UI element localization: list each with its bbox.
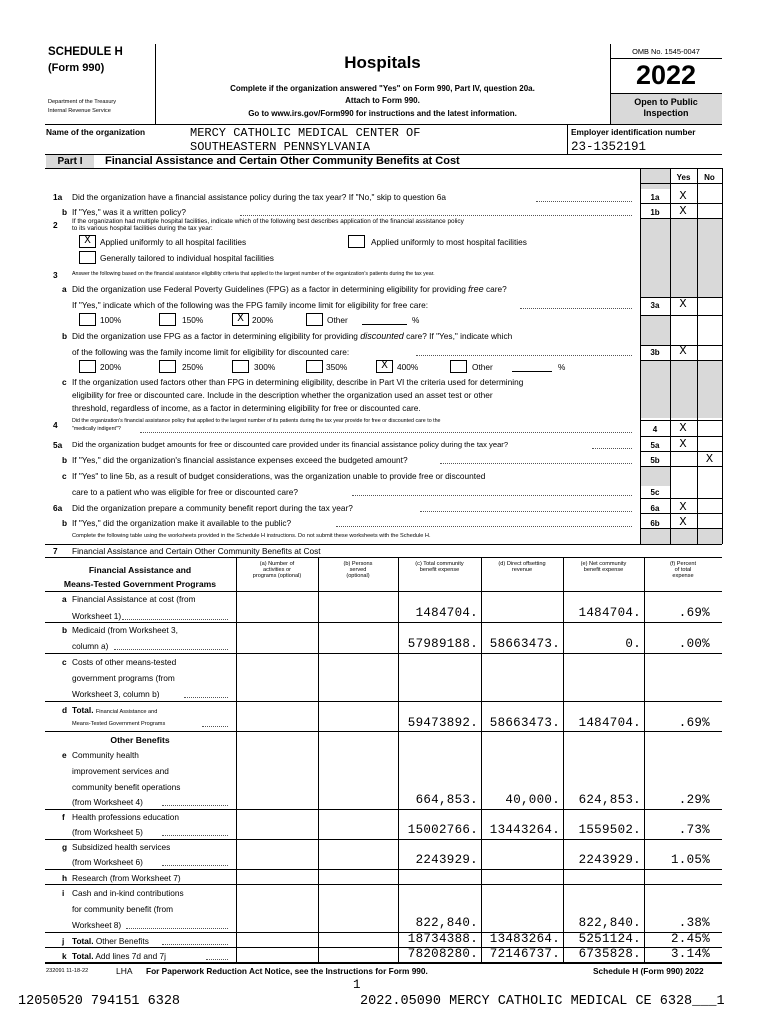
row-e-col-e: 624,853. [578, 793, 641, 807]
row-b-letter: b [62, 625, 68, 635]
row-d-col-f: .69% [678, 716, 710, 730]
q6b-text: If "Yes," did the organization make it available to the public? [72, 518, 292, 528]
row-b-col-c: 57989188. [407, 637, 478, 651]
checkbox-3b-200[interactable] [79, 360, 96, 373]
q3a-number: a [62, 284, 67, 294]
q3a-opt-150: 150% [182, 315, 204, 325]
checkbox-3b-400[interactable]: X [376, 360, 393, 373]
q6b-number: b [62, 518, 68, 528]
row-e-letter: e [62, 750, 67, 760]
q3-number: 3 [53, 270, 58, 280]
part-title: Financial Assistance and Certain Other Community Benefits at Cost [105, 155, 460, 167]
q3c-text-3: threshold, regardless of income, as a factor in determining eligibility for free or discounted care. [72, 403, 421, 413]
row-f-letter: f [62, 812, 65, 822]
row-i-letter: i [62, 888, 65, 898]
q3a-opt-other: Other [327, 315, 348, 325]
yes-header: Yes [676, 173, 691, 182]
q5c-text-1: If "Yes" to line 5b, as a result of budget considerations, was the organization unable to provide free or discounted [72, 471, 486, 481]
table-header-left-1: Financial Assistance and [88, 565, 192, 575]
row-f-label-2: (from Worksheet 5) [72, 827, 143, 837]
subtitle-2: Attach to Form 990. [345, 96, 420, 105]
q3a-text: Did the organization use Federal Poverty Guidelines (FPG) as a factor in determining eligibility for providing free care? [72, 284, 507, 294]
q1a-number: 1a [53, 192, 63, 202]
q5a-text: Did the organization budget amounts for free or discounted care provided under its financial assistance policy during the tax year? [72, 440, 509, 449]
q3b-text: Did the organization use FPG as a factor in determining eligibility for providing discounted care? If "Yes," indicate which [72, 331, 513, 341]
q3a-subtext: If "Yes," indicate which of the following was the FPG family income limit for eligibility for free care: [72, 300, 429, 310]
row-e-label-2: improvement services and [72, 766, 169, 776]
subtitle-3[interactable]: Go to www.irs.gov/Form990 for instructions and the latest information. [248, 109, 517, 118]
answer-1b-yes[interactable]: X [679, 204, 687, 218]
paperwork-notice: For Paperwork Reduction Act Notice, see the Instructions for Form 990. [146, 966, 428, 976]
row-i-label-1: Cash and in-kind contributions [72, 888, 184, 898]
row-f-label-1: Health professions education [72, 812, 180, 822]
row-b-label-1: Medicaid (from Worksheet 3, [72, 625, 178, 635]
row-k-label: Total. Add lines 7d and 7j [72, 951, 166, 961]
row-j-col-e: 5251124. [578, 932, 641, 946]
row-b-col-e: 0. [625, 637, 641, 651]
row-g-label-2: (from Worksheet 6) [72, 857, 143, 867]
row-e-label-1: Community health [72, 750, 139, 760]
row-i-col-e: 822,840. [578, 916, 641, 930]
schedule-footer: Schedule H (Form 990) 2022 [593, 966, 704, 976]
q3a-opt-100: 100% [100, 315, 122, 325]
row-j-letter: j [62, 936, 65, 946]
q5b-number: b [62, 455, 68, 465]
page-number: 1 [353, 978, 361, 992]
checkbox-3b-other[interactable] [450, 360, 467, 373]
tax-year: 2022 [635, 60, 697, 90]
answer-4-yes[interactable]: X [679, 421, 687, 435]
row-b-label-2: column a) [72, 641, 109, 651]
row-k-col-e: 6735828. [578, 947, 641, 961]
row-g-label-1: Subsidized health services [72, 842, 171, 852]
col-e-header: (e) Net community benefit expense [580, 561, 627, 573]
row-g-letter: g [62, 842, 68, 852]
row-e-col-c: 664,853. [415, 793, 478, 807]
ein-value: 23-1352191 [571, 140, 647, 154]
row-d-col-e: 1484704. [578, 716, 641, 730]
q5c-number: c [62, 471, 67, 481]
org-name-line-1: MERCY CATHOLIC MEDICAL CENTER OF [190, 126, 421, 140]
row-g-col-f: 1.05% [670, 853, 710, 867]
checkbox-generally-tailored[interactable] [79, 251, 96, 264]
checkbox-3b-350[interactable] [306, 360, 323, 373]
q3b-opt-other: Other [472, 362, 493, 372]
q3b-subtext: of the following was the family income limit for eligibility for discounted care: [72, 347, 350, 357]
answer-5b-no[interactable]: X [705, 452, 714, 466]
row-f-col-e: 1559502. [578, 823, 641, 837]
checkbox-3a-150[interactable] [159, 313, 176, 326]
org-name-label: Name of the organization [46, 127, 146, 137]
line-3a-label: 3a [650, 301, 660, 310]
line-1b-label: 1b [650, 208, 660, 217]
row-i-col-f: .38% [678, 916, 710, 930]
checkbox-3a-200[interactable]: X [232, 313, 249, 326]
footer-right-id: 2022.05090 MERCY CATHOLIC MEDICAL CE 6328___1 [360, 994, 725, 1009]
q4-text-1: Did the organization's financial assistance policy that applied to the largest number of its patients during the tax year provide for free or discounted care to the [72, 418, 441, 424]
row-k-col-d: 72146737. [489, 947, 560, 961]
q2-option-3: Generally tailored to individual hospital facilities [100, 253, 274, 263]
checkbox-applied-uniformly-most[interactable] [348, 235, 365, 248]
row-f-col-c: 15002766. [407, 823, 478, 837]
row-d-col-c: 59473892. [407, 716, 478, 730]
row-g-col-c: 2243929. [415, 853, 478, 867]
row-j-col-c: 18734388. [407, 932, 478, 946]
col-d-header: (d) Direct offsetting revenue [498, 561, 546, 573]
row-b-col-f: .00% [678, 637, 710, 651]
q5c-text-2: care to a patient who was eligible for free or discounted care? [72, 487, 298, 497]
org-name-line-2: SOUTHEASTERN PENNSYLVANIA [190, 140, 371, 154]
answer-1a-yes[interactable]: X [679, 189, 687, 203]
q3b-other-field[interactable] [512, 371, 552, 372]
department: Department of the Treasury [48, 99, 117, 105]
q2-option-1: Applied uniformly to all hospital facilities [100, 237, 247, 247]
q3c-text-2: eligibility for free or discounted care. Include in the description whether the organization used an asset test or other [72, 390, 493, 400]
q1a-text: Did the organization have a financial assistance policy during the tax year? If "No," skip to question 6a [72, 192, 446, 202]
q3a-other-field[interactable] [362, 324, 407, 325]
q3-text: Answer the following based on the financial assistance eligibility criteria that applied to the largest number of the organization's patients during the tax year. [72, 271, 435, 277]
irs: Internal Revenue Service [48, 108, 111, 114]
line-3b-label: 3b [650, 348, 660, 357]
row-a-col-e: 1484704. [578, 606, 641, 620]
row-f-col-f: .73% [678, 823, 710, 837]
line-1a-label: 1a [650, 193, 660, 202]
col-a-header: (a) Number of activities or programs (optional) [252, 561, 302, 579]
row-k-col-c: 78208280. [407, 947, 478, 961]
q1b-text: If "Yes," was it a written policy? [72, 207, 186, 217]
row-d-letter: d [62, 705, 68, 715]
row-a-col-c: 1484704. [415, 606, 478, 620]
other-benefits-heading: Other Benefits [110, 735, 170, 745]
ein-label: Employer identification number [571, 127, 696, 137]
q3b-number: b [62, 331, 68, 341]
q4-number: 4 [53, 420, 58, 430]
row-d-label-2: Means-Tested Government Programs [72, 721, 166, 727]
row-k-letter: k [62, 951, 67, 961]
subtitle-1: Complete if the organization answered "Yes" on Form 990, Part IV, question 20a. [230, 84, 535, 93]
row-j-label: Total. Other Benefits [72, 936, 149, 946]
q2-number: 2 [53, 220, 58, 230]
row-k-col-f: 3.14% [670, 947, 710, 961]
line-6b-label: 6b [650, 519, 660, 528]
row-c-letter: c [62, 657, 67, 667]
q6a-number: 6a [53, 503, 63, 513]
q3b-opt-250: 250% [182, 362, 204, 372]
omb-number: OMB No. 1545-0047 [632, 47, 700, 56]
q3c-text-1: If the organization used factors other than FPG in determining eligibility, describe in Part VI the criteria used for determining [72, 377, 524, 387]
answer-3b-yes[interactable]: X [679, 344, 687, 358]
checkbox-applied-uniformly-all[interactable]: X [79, 235, 96, 248]
row-d-col-d: 58663473. [489, 716, 560, 730]
q3b-opt-350: 350% [326, 362, 348, 372]
row-j-col-f: 2.45% [670, 932, 710, 946]
q2-text-1: If the organization had multiple hospital facilities, indicate which of the following best describes application of the financial assistance policy [72, 218, 464, 225]
row-b-col-d: 58663473. [489, 637, 560, 651]
col-b-header: (b) Persons served (optional) [343, 561, 373, 579]
row-e-label-4: (from Worksheet 4) [72, 797, 143, 807]
checkbox-3a-100[interactable] [79, 313, 96, 326]
q7-number: 7 [53, 546, 58, 556]
row-d-label-1: Total. Financial Assistance and [72, 705, 158, 715]
line-6a-label: 6a [650, 504, 660, 513]
row-c-label-2: government programs (from [72, 673, 175, 683]
inspection: Inspection [643, 108, 689, 118]
line-4-label: 4 [652, 425, 658, 434]
row-i-label-2: for community benefit (from [72, 904, 173, 914]
row-f-col-d: 13443264. [489, 823, 560, 837]
form-title: Hospitals [344, 53, 421, 72]
q7-text: Financial Assistance and Certain Other Community Benefits at Cost [72, 546, 321, 556]
row-h-letter: h [62, 873, 68, 883]
q3b-opt-300: 300% [254, 362, 276, 372]
answer-6b-yes[interactable]: X [679, 515, 687, 529]
row-h-label-1: Research (from Worksheet 7) [72, 873, 181, 883]
row-e-col-d: 40,000. [505, 793, 560, 807]
q3a-opt-200: 200% [252, 315, 274, 325]
worksheet-note: Complete the following table using the worksheets provided in the Schedule H instructions. Do not submit these worksheets with the Schedule H. [72, 533, 431, 539]
row-a-col-f: .69% [678, 606, 710, 620]
checkbox-3b-250[interactable] [159, 360, 176, 373]
q5b-text: If "Yes," did the organization's financial assistance expenses exceed the budgeted amount? [72, 455, 408, 465]
row-c-label-1: Costs of other means-tested [72, 657, 177, 667]
row-a-label-1: Financial Assistance at cost (from [72, 594, 196, 604]
row-a-letter: a [62, 594, 67, 604]
q3a-percent: % [412, 315, 420, 325]
row-e-col-f: .29% [678, 793, 710, 807]
schedule-title: SCHEDULE H [48, 46, 123, 58]
q6a-text: Did the organization prepare a community benefit report during the tax year? [72, 503, 353, 513]
form-code: 232091 11-18-22 [46, 968, 89, 974]
no-header: No [704, 173, 715, 182]
row-j-col-d: 13483264. [489, 932, 560, 946]
row-c-label-3: Worksheet 3, column b) [72, 689, 160, 699]
answer-3a-yes[interactable]: X [679, 297, 687, 311]
line-5c-label: 5c [650, 488, 660, 497]
lha: LHA [116, 966, 133, 976]
answer-5a-yes[interactable]: X [679, 437, 687, 451]
table-header-left-2: Means-Tested Government Programs [63, 579, 217, 589]
q4-text-2: "medically indigent"? [72, 426, 121, 432]
q2-option-2: Applied uniformly to most hospital facilities [371, 237, 527, 247]
row-i-col-c: 822,840. [415, 916, 478, 930]
open-to-public: Open to Public [634, 97, 698, 107]
row-a-label-2: Worksheet 1) [72, 611, 122, 621]
q2-text-2: to its various hospital facilities during the tax year: [72, 225, 213, 232]
form-number: (Form 990) [48, 62, 105, 74]
q3b-percent: % [558, 362, 566, 372]
checkbox-3a-other[interactable] [306, 313, 323, 326]
col-c-header: (c) Total community benefit expense [415, 561, 464, 573]
q3b-opt-200: 200% [100, 362, 122, 372]
checkbox-3b-300[interactable] [232, 360, 249, 373]
row-i-label-3: Worksheet 8) [72, 920, 122, 930]
q1b-number: b [62, 207, 68, 217]
footer-left-id: 12050520 794151 6328 [18, 994, 181, 1009]
col-f-header: (f) Percent of total expense [669, 561, 697, 579]
q5a-number: 5a [53, 440, 63, 450]
row-e-label-3: community benefit operations [72, 782, 181, 792]
q3b-opt-400: 400% [397, 362, 419, 372]
q3c-number: c [62, 377, 67, 387]
line-5b-label: 5b [650, 456, 660, 465]
answer-6a-yes[interactable]: X [679, 500, 687, 514]
line-5a-label: 5a [650, 441, 660, 450]
row-g-col-e: 2243929. [578, 853, 641, 867]
part-label: Part I [46, 155, 94, 168]
